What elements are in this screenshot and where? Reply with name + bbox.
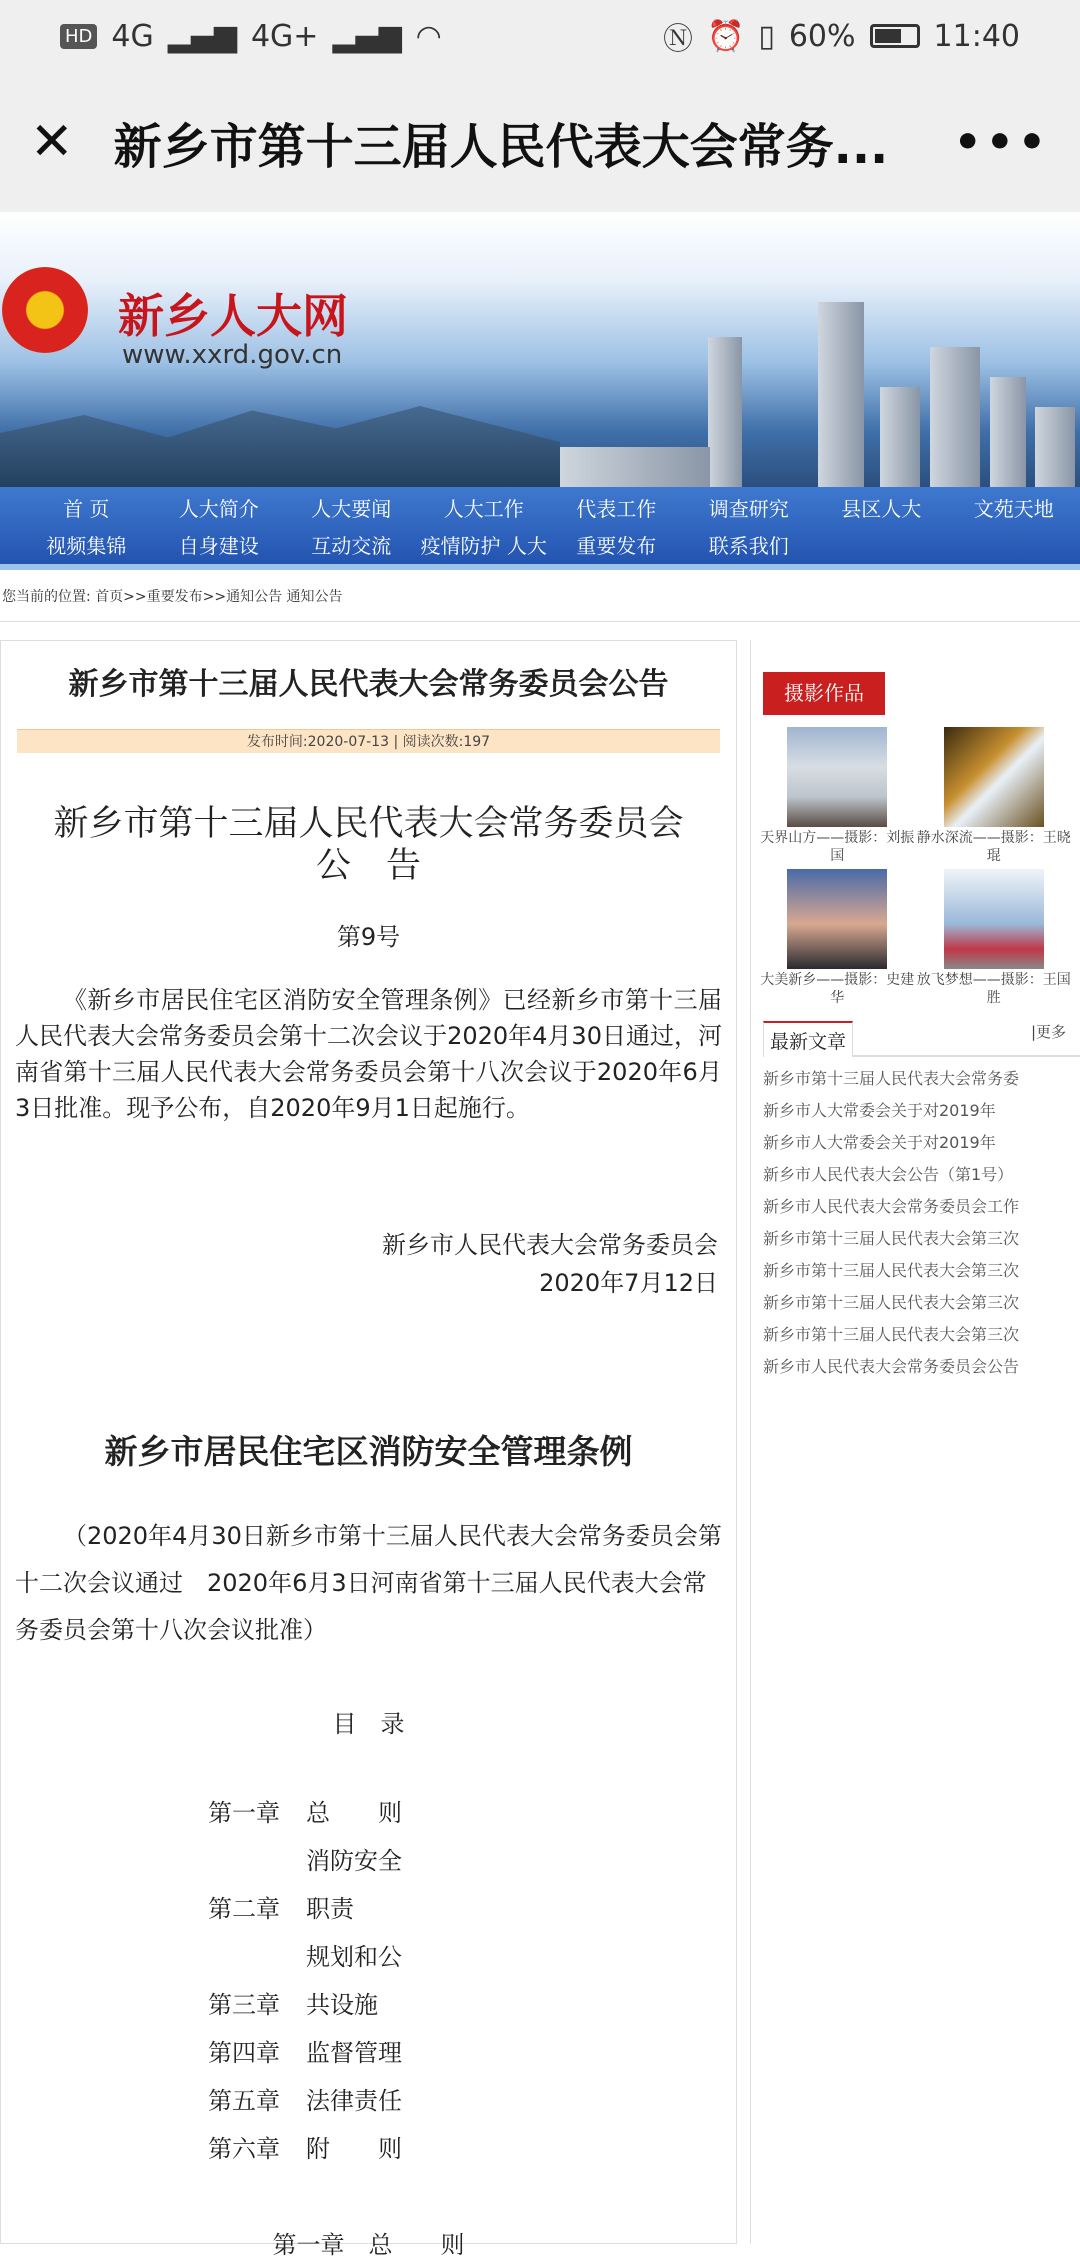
photo-caption[interactable]: 天界山方——摄影：刘振国 <box>759 829 916 865</box>
national-emblem-icon <box>2 267 88 353</box>
regulation-note: （2020年4月30日新乡市第十三届人民代表大会常务委员会第十二次会议通过 2020年6月3日河南省第十三届人民代表大会常务委员会第十八次会议批准） <box>1 1513 736 1654</box>
nav-item[interactable]: 代表工作 <box>550 493 683 522</box>
clock: 11:40 <box>934 19 1020 54</box>
hd-icon: HD <box>60 24 97 49</box>
page-title: 新乡市第十三届人民代表大会常务... <box>114 108 954 177</box>
latest-article-link[interactable]: 新乡市第十三届人民代表大会第三次 <box>763 1223 1080 1255</box>
nav-item[interactable]: 联系我们 <box>683 530 816 559</box>
nav-item[interactable]: 视频集锦 <box>20 530 153 559</box>
more-icon[interactable]: ••• <box>954 117 1050 168</box>
toc-number: 第三章 <box>208 1981 306 2029</box>
toc-title: 目 录 <box>1 1704 736 1739</box>
toc-text: 规划和公共设施 <box>306 1933 404 2029</box>
building-graphic <box>880 387 920 487</box>
photo-grid <box>751 727 1080 1007</box>
toc-text: 消防安全职责 <box>306 1837 404 1933</box>
chapter-heading: 第一章 总 则 <box>1 2225 736 2260</box>
photo-caption[interactable]: 大美新乡——摄影：史建华 <box>759 971 916 1007</box>
photo-item[interactable] <box>759 727 916 865</box>
title-bar <box>0 72 1080 212</box>
regulation-title: 新乡市居民住宅区消防安全管理条例 <box>1 1426 736 1473</box>
nav-item[interactable]: 重要发布 <box>550 530 683 559</box>
close-icon[interactable]: ✕ <box>30 112 74 172</box>
nav-item[interactable]: 人大要闻 <box>285 493 418 522</box>
toc-number: 第二章 <box>208 1885 306 1933</box>
latest-article-link[interactable]: 新乡市人民代表大会公告（第1号） <box>763 1159 1080 1191</box>
nav-item[interactable]: 自身建设 <box>153 530 286 559</box>
notice-paragraph: 《新乡市居民住宅区消防安全管理条例》已经新乡市第十三届人民代表大会常务委员会第十二次会议于2020年4月30日通过，河南省第十三届人民代表大会常务委员会第十八次会议于2020年6月3日批准。现予公布，自2020年9月1日起施行。 <box>1 982 736 1126</box>
signal-bars-icon: ▂▄▆ <box>168 19 237 54</box>
sidebar <box>750 640 1080 2244</box>
latest-article-link[interactable]: 新乡市第十三届人民代表大会常务委 <box>763 1063 1080 1095</box>
notice-heading-line: 新乡市第十三届人民代表大会常务委员会 <box>1 803 736 845</box>
latest-article-link[interactable]: 新乡市人民代表大会常务委员会公告 <box>763 1351 1080 1383</box>
signer: 新乡市人民代表大会常务委员会 <box>1 1226 718 1264</box>
toc-item <box>208 1933 736 2029</box>
more-link[interactable]: |更多 <box>1031 1021 1066 1042</box>
site-name: 新乡人大网 <box>118 280 348 346</box>
alarm-icon: ⏰ <box>707 19 744 54</box>
mountain-graphic <box>0 397 560 487</box>
toc-number: 第一章 <box>208 1789 306 1837</box>
building-graphic <box>818 302 864 487</box>
toc-text: 法律责任 <box>306 2077 404 2125</box>
wifi-icon: ◠ <box>416 19 442 54</box>
signal-icon-1: 4G <box>111 19 153 54</box>
toc <box>208 1789 736 2173</box>
toc-item <box>208 2029 736 2077</box>
photo-item[interactable] <box>916 727 1073 865</box>
toc-text: 监督管理 <box>306 2029 404 2077</box>
battery-icon <box>870 24 920 48</box>
photo-item[interactable] <box>916 869 1073 1007</box>
signal-bars-icon: ▂▄▆ <box>332 19 401 54</box>
article-meta: 发布时间:2020-07-13 | 阅读次数:197 <box>17 729 720 753</box>
building-graphic <box>930 347 980 487</box>
vibrate-icon: ▯ <box>758 19 775 54</box>
latest-article-link[interactable]: 新乡市人民代表大会常务委员会工作 <box>763 1191 1080 1223</box>
latest-article-link[interactable]: 新乡市第十三届人民代表大会第三次 <box>763 1287 1080 1319</box>
photo-thumbnail[interactable] <box>787 727 887 827</box>
battery-percent: 60% <box>789 19 856 54</box>
signal-icon-2: 4G+ <box>251 19 318 54</box>
nav-item[interactable]: 首 页 <box>20 493 153 522</box>
toc-item <box>208 2125 736 2173</box>
photo-caption[interactable]: 放飞梦想——摄影：王国胜 <box>916 971 1073 1007</box>
nav-item[interactable]: 县区人大 <box>815 493 948 522</box>
article-title: 新乡市第十三届人民代表大会常务委员会公告 <box>1 659 736 703</box>
latest-article-link[interactable]: 新乡市第十三届人民代表大会第三次 <box>763 1255 1080 1287</box>
main-nav <box>0 487 1080 570</box>
building-graphic <box>1035 407 1075 487</box>
photo-caption[interactable]: 静水深流——摄影：王晓琨 <box>916 829 1073 865</box>
latest-header <box>763 1021 1080 1057</box>
toc-item <box>208 2077 736 2125</box>
photo-thumbnail[interactable] <box>944 869 1044 969</box>
toc-item <box>208 1837 736 1933</box>
photo-item[interactable] <box>759 869 916 1007</box>
toc-number: 第五章 <box>208 2077 306 2125</box>
sign-date: 2020年7月12日 <box>1 1264 718 1302</box>
latest-tab[interactable]: 最新文章 <box>763 1021 853 1057</box>
notice-heading-line: 公 告 <box>1 845 736 887</box>
breadcrumb: 您当前的位置: 首页>>重要发布>>通知公告 通知公告 <box>0 570 1080 622</box>
photo-section-tag[interactable]: 摄影作品 <box>763 672 885 715</box>
latest-article-link[interactable]: 新乡市第十三届人民代表大会第三次 <box>763 1319 1080 1351</box>
toc-number: 第六章 <box>208 2125 306 2173</box>
nav-item[interactable]: 疫情防护 人大 <box>418 530 551 559</box>
site-banner <box>0 212 1080 487</box>
toc-text: 附 则 <box>306 2125 404 2173</box>
toc-number: 第四章 <box>208 2029 306 2077</box>
latest-article-link[interactable]: 新乡市人大常委会关于对2019年 <box>763 1127 1080 1159</box>
notice-number: 第9号 <box>1 917 736 952</box>
photo-thumbnail[interactable] <box>787 869 887 969</box>
building-graphic <box>560 447 710 487</box>
article-panel <box>0 640 737 2244</box>
building-graphic <box>708 337 742 487</box>
latest-article-link[interactable]: 新乡市人大常委会关于对2019年 <box>763 1095 1080 1127</box>
signature <box>1 1226 736 1302</box>
status-bar <box>0 0 1080 72</box>
building-graphic <box>990 377 1026 487</box>
site-url: www.xxrd.gov.cn <box>122 340 342 370</box>
nfc-icon: Ⓝ <box>663 14 693 58</box>
latest-list <box>763 1063 1080 1383</box>
nav-item[interactable]: 调查研究 <box>683 493 816 522</box>
nav-item[interactable]: 人大工作 <box>418 493 551 522</box>
nav-item[interactable]: 文苑天地 <box>948 493 1080 522</box>
photo-thumbnail[interactable] <box>944 727 1044 827</box>
toc-text: 总 则 <box>306 1789 404 1837</box>
nav-item[interactable]: 互动交流 <box>285 530 418 559</box>
notice-heading <box>1 803 736 887</box>
nav-item[interactable]: 人大简介 <box>153 493 286 522</box>
toc-item <box>208 1789 736 1837</box>
